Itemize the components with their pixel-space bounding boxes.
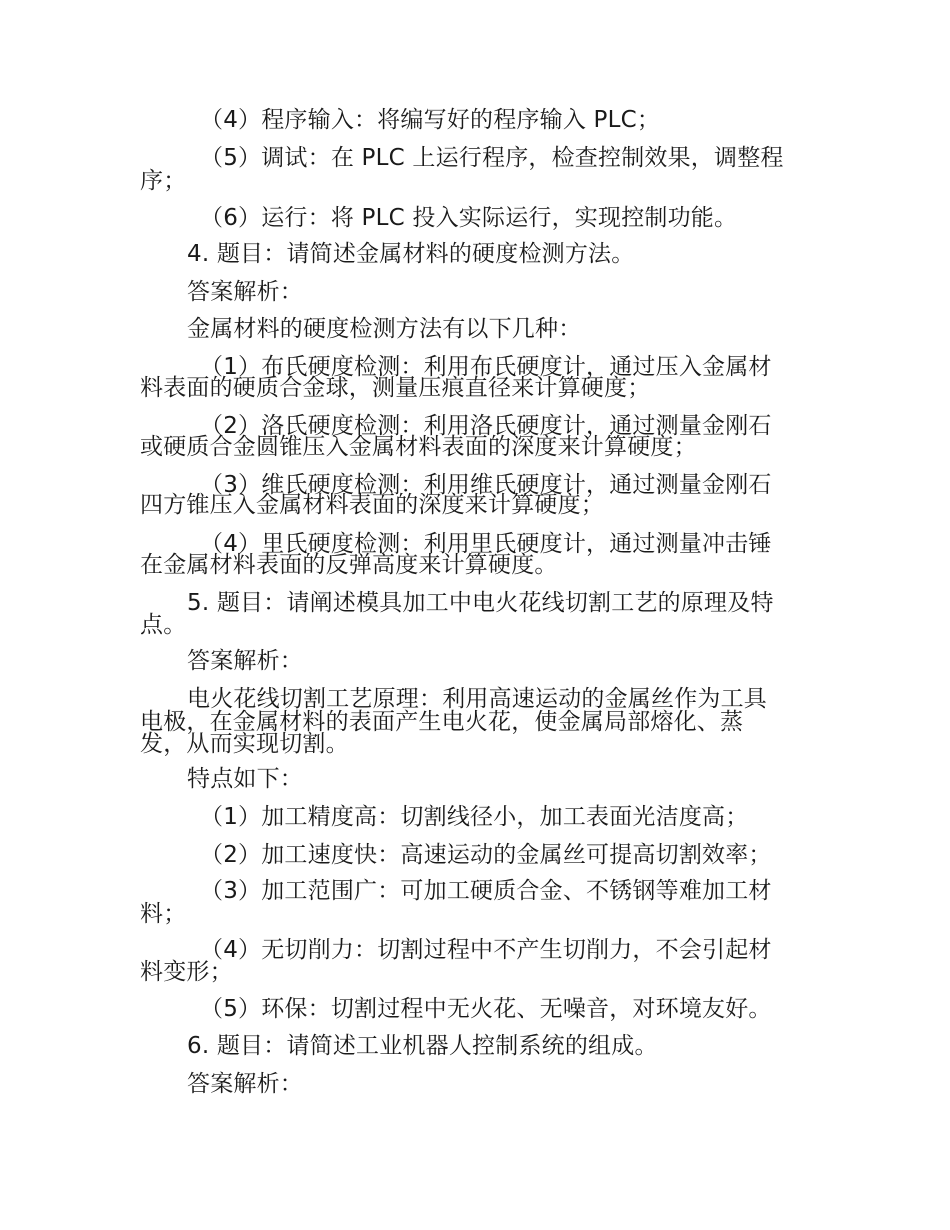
q3-step-5-line-2: 序； <box>140 168 187 194</box>
q3-step-6: （6）运行：将 PLC 投入实际运行，实现控制功能。 <box>200 205 738 231</box>
q5-feature-2: （2）加工速度快：高速运动的金属丝可提高切割效率； <box>200 842 772 868</box>
q6-title: 6. 题目：请简述工业机器人控制系统的组成。 <box>187 1033 658 1059</box>
q3-step-4: （4）程序输入：将编写好的程序输入 PLC； <box>200 107 661 133</box>
q5-principle-line-1: 电火花线切割工艺原理：利用高速运动的金属丝作为工具 <box>187 686 767 712</box>
q5-features-label: 特点如下： <box>187 766 303 792</box>
q5-answer-label: 答案解析： <box>187 648 303 674</box>
q5-principle-line-2: 电极，在金属材料的表面产生电火花，使金属局部熔化、蒸 <box>140 709 744 735</box>
q5-feature-3-line-2: 料； <box>140 901 187 927</box>
q4-item-4-line-1: （4）里氏硬度检测：利用里氏硬度计，通过测量冲击锤 <box>200 531 772 557</box>
q4-item-3-line-2: 四方锥压入金属材料表面的深度来计算硬度； <box>140 492 604 518</box>
q5-feature-5: （5）环保：切割过程中无火花、无噪音，对环境友好。 <box>200 996 772 1022</box>
q5-principle-line-3: 发，从而实现切割。 <box>140 731 349 757</box>
q5-feature-4-line-2: 料变形； <box>140 959 233 985</box>
q5-feature-3-line-1: （3）加工范围广：可加工硬质合金、不锈钢等难加工材 <box>200 878 772 904</box>
q5-title-line-1: 5. 题目：请阐述模具加工中电火花线切割工艺的原理及特 <box>187 590 774 616</box>
q5-feature-4-line-1: （4）无切削力：切割过程中不产生切削力，不会引起材 <box>200 937 772 963</box>
q4-item-1-line-2: 料表面的硬质合金球，测量压痕直径来计算硬度； <box>140 375 651 401</box>
q4-intro: 金属材料的硬度检测方法有以下几种： <box>187 316 582 342</box>
q6-answer-label: 答案解析： <box>187 1071 303 1097</box>
q4-item-4-line-2: 在金属材料表面的反弹高度来计算硬度。 <box>140 552 558 578</box>
q4-item-2-line-2: 或硬质合金圆锥压入金属材料表面的深度来计算硬度； <box>140 434 697 460</box>
q4-item-2-line-1: （2）洛氏硬度检测：利用洛氏硬度计，通过测量金刚石 <box>200 413 772 439</box>
q4-item-1-line-1: （1）布氏硬度检测：利用布氏硬度计，通过压入金属材 <box>200 354 772 380</box>
q4-item-3-line-1: （3）维氏硬度检测：利用维氏硬度计，通过测量金刚石 <box>200 472 772 498</box>
q4-title: 4. 题目：请简述金属材料的硬度检测方法。 <box>187 241 635 267</box>
q5-feature-1: （1）加工精度高：切割线径小，加工表面光洁度高； <box>200 804 749 830</box>
q5-title-line-2: 点。 <box>140 612 187 638</box>
q4-answer-label: 答案解析： <box>187 279 303 305</box>
q3-step-5-line-1: （5）调试：在 PLC 上运行程序，检查控制效果，调整程 <box>200 145 784 171</box>
